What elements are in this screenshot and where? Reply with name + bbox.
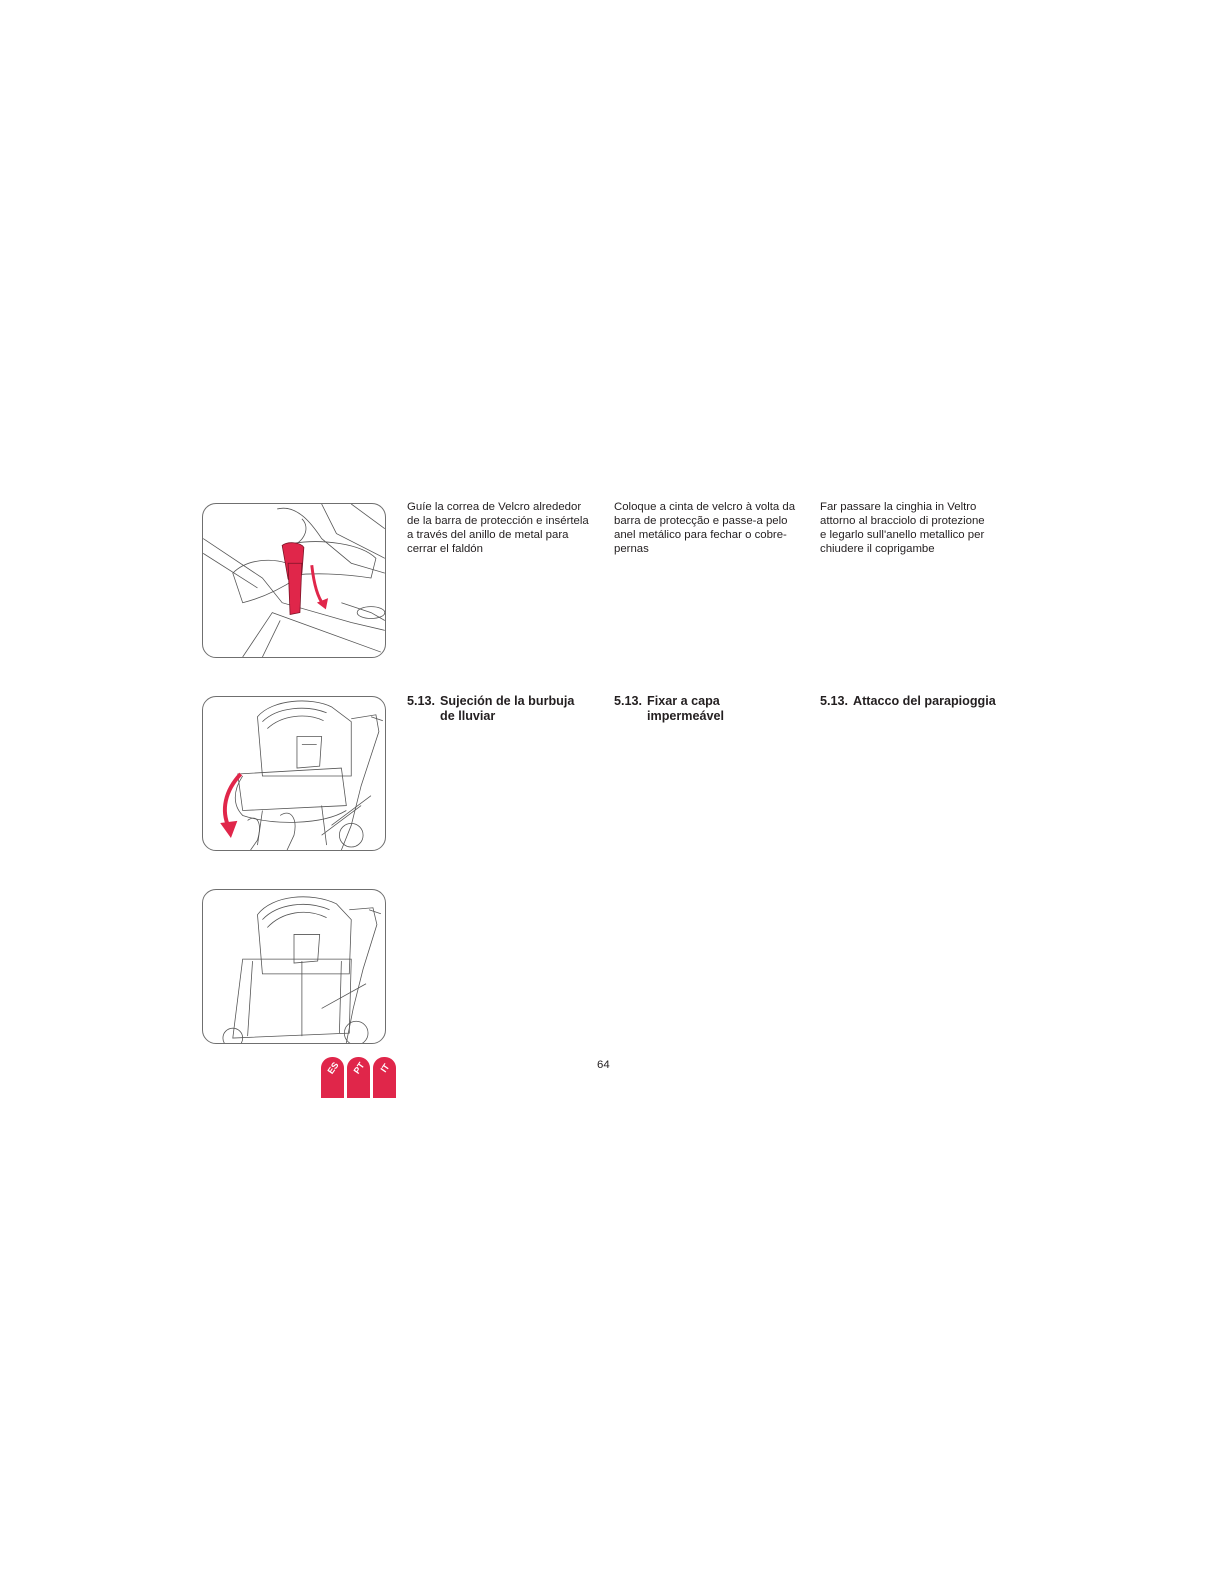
language-tab-pt-label: PT [351, 1060, 367, 1076]
illustration-velcro-strap [202, 503, 386, 658]
heading-it [820, 694, 1020, 709]
language-tab-it [373, 1057, 396, 1098]
page-number: 64 [597, 1059, 610, 1071]
heading-es [407, 694, 597, 724]
illustration-rain-cover-fitted [202, 889, 386, 1044]
instruction-it-text: Far passare la cinghia in Veltro attorno al bracciolo di protezione e legarlo sull'anello metallico per chiudere il coprigambe [820, 501, 985, 555]
language-tab-es-label: ES [325, 1060, 341, 1076]
heading-it-number: 5.13. [820, 694, 849, 708]
heading-it-title: Attacco del parapioggia [853, 694, 996, 708]
heading-es-title: Sujeción de la burbuja de lluviar [440, 694, 575, 723]
instruction-it [820, 500, 1010, 556]
instruction-es [407, 500, 597, 556]
heading-es-number: 5.13. [407, 694, 436, 708]
language-tab-it-label: IT [378, 1061, 392, 1075]
heading-pt [614, 694, 804, 724]
language-tab-pt [347, 1057, 370, 1098]
illustration-rain-cover-attach [202, 696, 386, 851]
instruction-pt [614, 500, 804, 556]
instruction-es-text: Guíe la correa de Velcro alrededor de la barra de protección e insértela a través del anillo de metal para cerrar el faldón [407, 501, 589, 555]
language-tab-es [321, 1057, 344, 1098]
instruction-pt-text: Coloque a cinta de velcro à volta da barra de protecção e passe-a pelo anel metálico para fechar o cobre- pernas [614, 501, 796, 555]
heading-pt-title: Fixar a capa impermeável [647, 694, 725, 723]
heading-pt-number: 5.13. [614, 694, 643, 708]
